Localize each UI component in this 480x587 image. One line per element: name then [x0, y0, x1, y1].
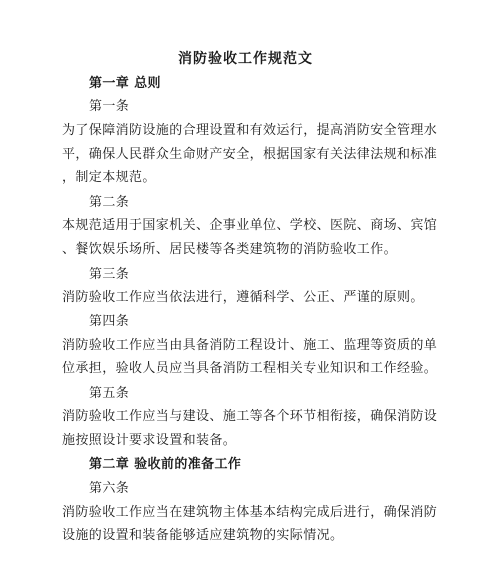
document-title: 消防验收工作规范文 — [178, 51, 313, 67]
article-1-line: 为了保障消防设施的合理设置和有效运行，提高消防安全管理水 — [62, 123, 438, 138]
article-3-line: 消防验收工作应当依法进行，遵循科学、公正、严谨的原则。 — [62, 290, 424, 305]
article-2-line: 本规范适用于国家机关、企事业单位、学校、医院、商场、宾馆 — [62, 218, 438, 233]
article-5-label: 第五条 — [89, 386, 130, 401]
chapter-1-heading: 第一章 总则 — [89, 76, 161, 91]
article-3-label: 第三条 — [89, 267, 130, 282]
article-1-line: 平，确保人民群众生命财产安全，根据国家有关法律法规和标准 — [62, 147, 438, 162]
article-4-line: 位承担，验收人员应当具备消防工程相关专业知识和工作经验。 — [62, 361, 438, 376]
article-6-line: 消防验收工作应当在建筑物主体基本结构完成后进行，确保消防 — [62, 505, 438, 520]
article-5-line: 消防验收工作应当与建设、施工等各个环节相衔接，确保消防设 — [62, 409, 438, 424]
article-2-line: 、餐饮娱乐场所、居民楼等各类建筑物的消防验收工作。 — [62, 242, 398, 257]
article-6-label: 第六条 — [89, 481, 130, 496]
article-4-line: 消防验收工作应当由具备消防工程设计、施工、监理等资质的单 — [62, 338, 438, 353]
article-4-label: 第四条 — [89, 314, 130, 329]
article-2-label: 第二条 — [89, 195, 130, 210]
article-1-line: ，制定本规范。 — [62, 170, 156, 185]
article-5-line: 施按照设计要求设置和装备。 — [62, 433, 237, 448]
article-6-line: 设施的设置和装备能够适应建筑物的实际情况。 — [62, 528, 344, 543]
chapter-2-heading: 第二章 验收前的准备工作 — [89, 457, 242, 472]
article-1-label: 第一条 — [89, 99, 130, 114]
